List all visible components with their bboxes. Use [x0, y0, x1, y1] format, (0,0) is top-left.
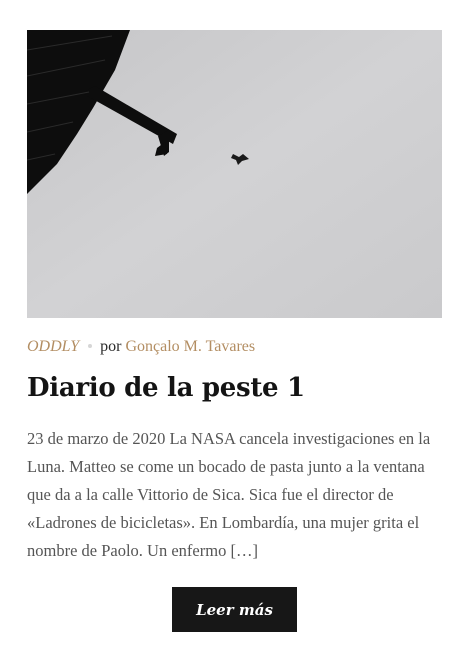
post-author-link[interactable]: Gonçalo M. Tavares — [125, 338, 256, 355]
author-prefix: por — [100, 338, 122, 355]
post-meta — [27, 336, 255, 358]
post-excerpt: 23 de marzo de 2020 La NASA cancela investigaciones en la Luna. Matteo se come un bocado de pasta junto a la ventana que da a la calle Vittorio de Sica. Sica fue el director de «Ladrones de bicicletas». En Lombardía, una mujer grita el nombre de Paolo. Un enfermo […] — [27, 429, 431, 560]
post-featured-image[interactable] — [27, 30, 442, 318]
post-category-link[interactable]: ODDLY — [27, 338, 80, 355]
meta-separator-dot — [88, 344, 92, 348]
read-more-button[interactable]: Leer más — [172, 587, 297, 632]
sky-photo — [27, 30, 442, 318]
post-title[interactable]: Diario de la peste 1 — [27, 373, 305, 403]
